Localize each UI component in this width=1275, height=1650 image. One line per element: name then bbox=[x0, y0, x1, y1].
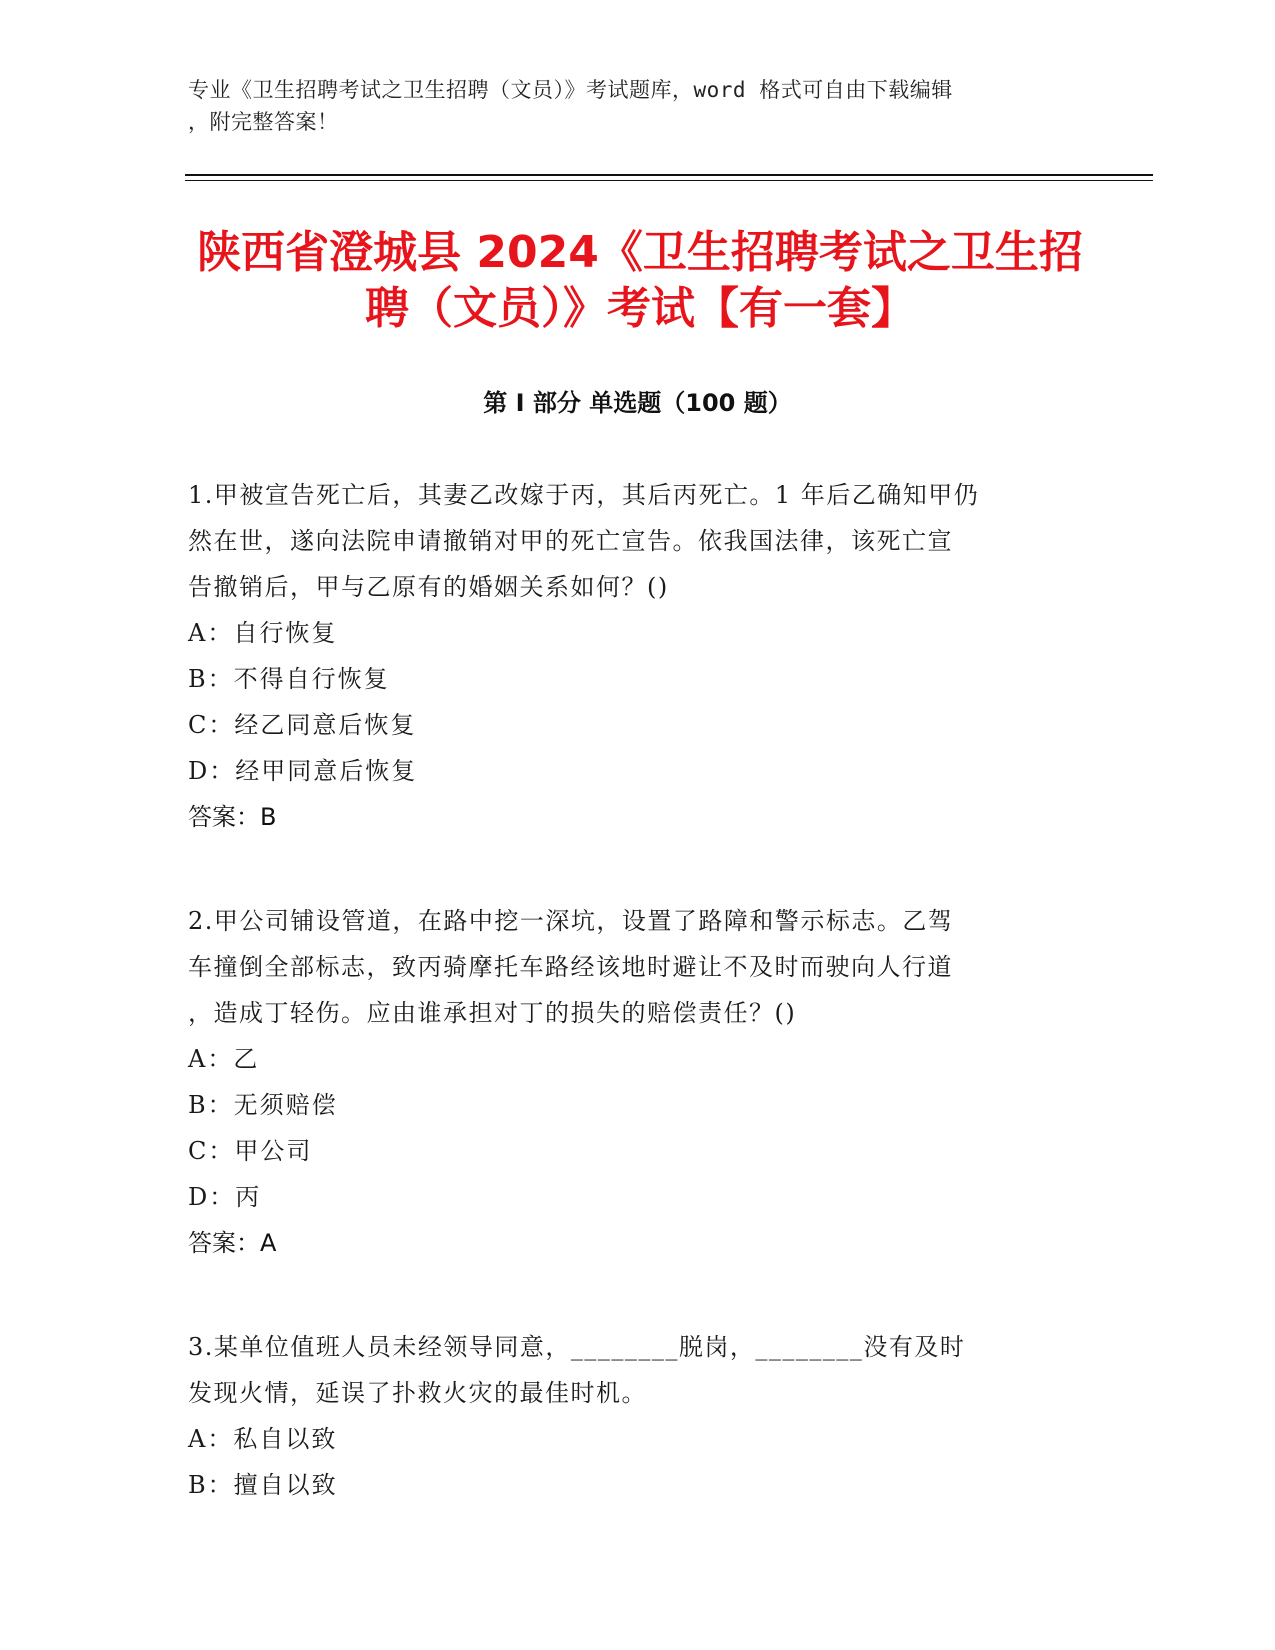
option-b: B：擅自以致 bbox=[188, 1471, 338, 1499]
question-list bbox=[188, 472, 1088, 1508]
option-a: A：乙 bbox=[188, 1045, 260, 1073]
question-stem-line: ，造成丁轻伤。应由谁承担对丁的损失的赔偿责任？() bbox=[188, 999, 797, 1027]
question-stem-line: 车撞倒全部标志，致丙骑摩托车路经该地时避让不及时而驶向人行道 bbox=[188, 953, 953, 981]
document-title bbox=[190, 225, 1090, 337]
question-spacer bbox=[188, 1266, 1088, 1324]
header-divider-thin bbox=[185, 180, 1153, 181]
question-spacer bbox=[188, 840, 1088, 898]
question-stem-line: 3.某单位值班人员未经领导同意，________脱岗，________没有及时 bbox=[188, 1333, 966, 1361]
option-a: A：私自以致 bbox=[188, 1425, 338, 1453]
option-a: A：自行恢复 bbox=[188, 619, 338, 647]
option-d: D：经甲同意后恢复 bbox=[188, 757, 418, 785]
question-2 bbox=[188, 898, 1088, 1266]
option-c: C：经乙同意后恢复 bbox=[188, 711, 417, 739]
option-d: D：丙 bbox=[188, 1183, 262, 1211]
header-divider-thick bbox=[185, 174, 1153, 176]
question-stem-line: 然在世，遂向法院申请撤销对甲的死亡宣告。依我国法律，该死亡宣 bbox=[188, 527, 953, 555]
question-3 bbox=[188, 1324, 1088, 1508]
option-c: C：甲公司 bbox=[188, 1137, 313, 1165]
question-stem-line: 1.甲被宣告死亡后，其妻乙改嫁于丙，其后丙死亡。1 年后乙确知甲仍 bbox=[188, 481, 980, 509]
document-title-line-1: 陕西省澄城县 2024《卫生招聘考试之卫生招 bbox=[197, 227, 1083, 278]
answer: 答案：B bbox=[188, 803, 277, 831]
section-heading: 第 I 部分 单选题（100 题） bbox=[483, 389, 792, 417]
question-stem-line: 告撤销后，甲与乙原有的婚姻关系如何？() bbox=[188, 573, 669, 601]
header-note-line-2: ，附完整答案！ bbox=[188, 110, 339, 134]
option-b: B：不得自行恢复 bbox=[188, 665, 390, 693]
question-stem-line: 发现火情，延误了扑救火灾的最佳时机。 bbox=[188, 1379, 647, 1407]
answer: 答案：A bbox=[188, 1229, 277, 1257]
question-1 bbox=[188, 472, 1088, 840]
header-note bbox=[188, 74, 1068, 138]
question-stem-line: 2.甲公司铺设管道，在路中挖一深坑，设置了路障和警示标志。乙驾 bbox=[188, 907, 954, 935]
header-note-line-1: 专业《卫生招聘考试之卫生招聘（文员）》考试题库，word 格式可自由下载编辑 bbox=[188, 78, 953, 102]
document-title-line-2: 聘（文员）》考试【有一套】 bbox=[365, 283, 915, 334]
option-b: B：无须赔偿 bbox=[188, 1091, 338, 1119]
